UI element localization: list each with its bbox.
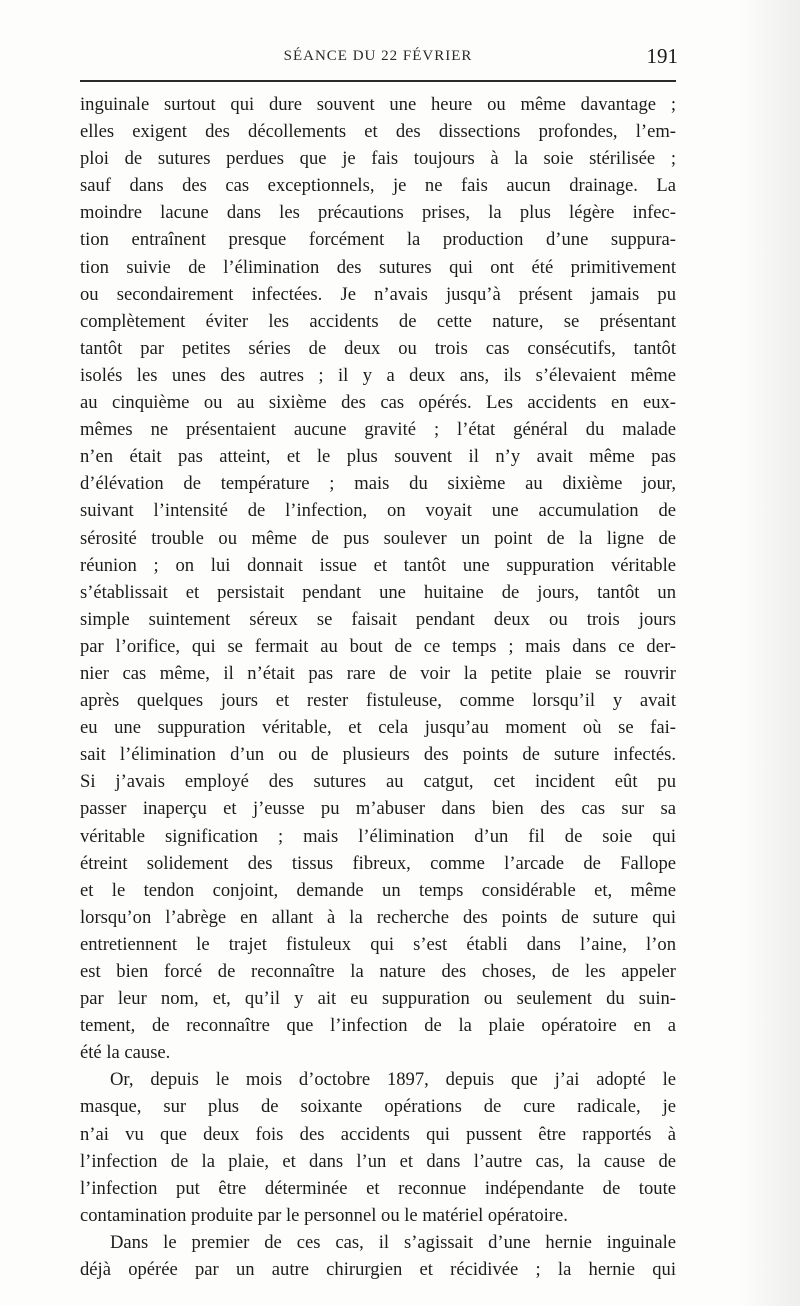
text-line: complètement éviter les accidents de cette nature, se présentant [80, 310, 676, 332]
text-line: entretiennent le trajet fistuleux qui s’est établi dans l’aine, l’on [80, 933, 676, 955]
text-line: tement, de reconnaître que l’infection de la plaie opératoire en a [80, 1015, 676, 1037]
text-line: tion suivie de l’élimination des sutures qui ont été primitivement [80, 256, 676, 278]
text-line: par leur nom, et, qu’il y ait eu suppuration ou seulement du suin- [80, 988, 676, 1010]
text-line: véritable signification ; mais l’élimination d’un fil de soie qui [80, 825, 676, 847]
text-line: n’ai vu que deux fois des accidents qui pussent être rapportés à [80, 1123, 676, 1145]
text-line: l’infection de la plaie, et dans l’un et dans l’autre cas, la cause de [80, 1150, 676, 1172]
text-line: sait l’élimination d’un ou de plusieurs des points de suture infectés. [80, 744, 676, 766]
text-line: d’élévation de température ; mais du sixième au dixième jour, [80, 473, 676, 495]
text-line: sauf dans des cas exceptionnels, je ne fais aucun drainage. La [80, 175, 676, 197]
text-line: étreint solidement des tissus fibreux, comme l’arcade de Fallope [80, 852, 676, 874]
text-line: s’établissait et persistait pendant une huitaine de jours, tantôt un [80, 581, 676, 603]
paragraph-start-line: Or, depuis le mois d’octobre 1897, depuis que j’ai adopté le [110, 1069, 676, 1091]
text-line: isolés les unes des autres ; il y a deux ans, ils s’élevaient même [80, 364, 676, 386]
text-line: tantôt par petites séries de deux ou trois cas consécutifs, tantôt [80, 337, 676, 359]
text-line: après quelques jours et rester fistuleuse, comme lorsqu’il y avait [80, 690, 676, 712]
body-text [80, 91, 676, 1283]
text-line: masque, sur plus de soixante opérations de cure radicale, je [80, 1096, 676, 1118]
text-line: lorsqu’on l’abrège en allant à la recherche des points de suture qui [80, 906, 676, 928]
text-line: au cinquième ou au sixième des cas opérés. Les accidents en eux- [80, 392, 676, 414]
text-line: réunion ; on lui donnait issue et tantôt une suppuration véritable [80, 554, 676, 576]
text-line: l’infection put être déterminée et reconnue indépendante de toute [80, 1177, 676, 1199]
text-line: simple suintement séreux se faisait pendant deux ou trois jours [80, 608, 676, 630]
text-line: tion entraînent presque forcément la production d’une suppura- [80, 229, 676, 251]
text-line: passer inaperçu et j’eusse pu m’abuser dans bien des cas sur sa [80, 798, 676, 820]
text-line: par l’orifice, qui se fermait au bout de ce temps ; mais dans ce der- [80, 635, 676, 657]
text-line: ou secondairement infectées. Je n’avais jusqu’à présent jamais pu [80, 283, 676, 305]
text-line: déjà opérée par un autre chirurgien et récidivée ; la hernie qui [80, 1259, 676, 1281]
text-line: et le tendon conjoint, demande un temps considérable et, même [80, 879, 676, 901]
paragraph-end-line: contamination produite par le personnel ou le matériel opératoire. [80, 1204, 568, 1226]
header-rule [80, 80, 676, 82]
header-title: SÉANCE DU 22 FÉVRIER [283, 48, 473, 64]
text-line: sérosité trouble ou même de pus soulever un point de la ligne de [80, 527, 676, 549]
page-number: 191 [646, 44, 678, 68]
text-line: nier cas même, il n’était pas rare de voir la petite plaie se rouvrir [80, 662, 676, 684]
page-edge-shadow [740, 0, 800, 1306]
paragraph-end-line: été la cause. [80, 1042, 171, 1064]
text-line: eu une suppuration véritable, et cela jusqu’au moment où se fai- [80, 717, 676, 739]
running-header [78, 44, 678, 70]
text-line: n’en était pas atteint, et le plus souvent il n’y avait même pas [80, 446, 676, 468]
text-line: moindre lacune dans les précautions prises, la plus légère infec- [80, 202, 676, 224]
text-line: suivant l’intensité de l’infection, on voyait une accumulation de [80, 500, 676, 522]
text-line: mêmes ne présentaient aucune gravité ; l’état général du malade [80, 419, 676, 441]
text-line: Si j’avais employé des sutures au catgut, cet incident eût pu [80, 771, 676, 793]
text-line: est bien forcé de reconnaître la nature des choses, de les appeler [80, 961, 676, 982]
text-line: elles exigent des décollements et des dissections profondes, l’em- [80, 121, 676, 143]
text-line: inguinale surtout qui dure souvent une heure ou même davantage ; [80, 94, 676, 115]
text-line: ploi de sutures perdues que je fais toujours à la soie stérilisée ; [80, 148, 676, 170]
paragraph-start-line: Dans le premier de ces cas, il s’agissait d’une hernie inguinale [110, 1231, 676, 1253]
